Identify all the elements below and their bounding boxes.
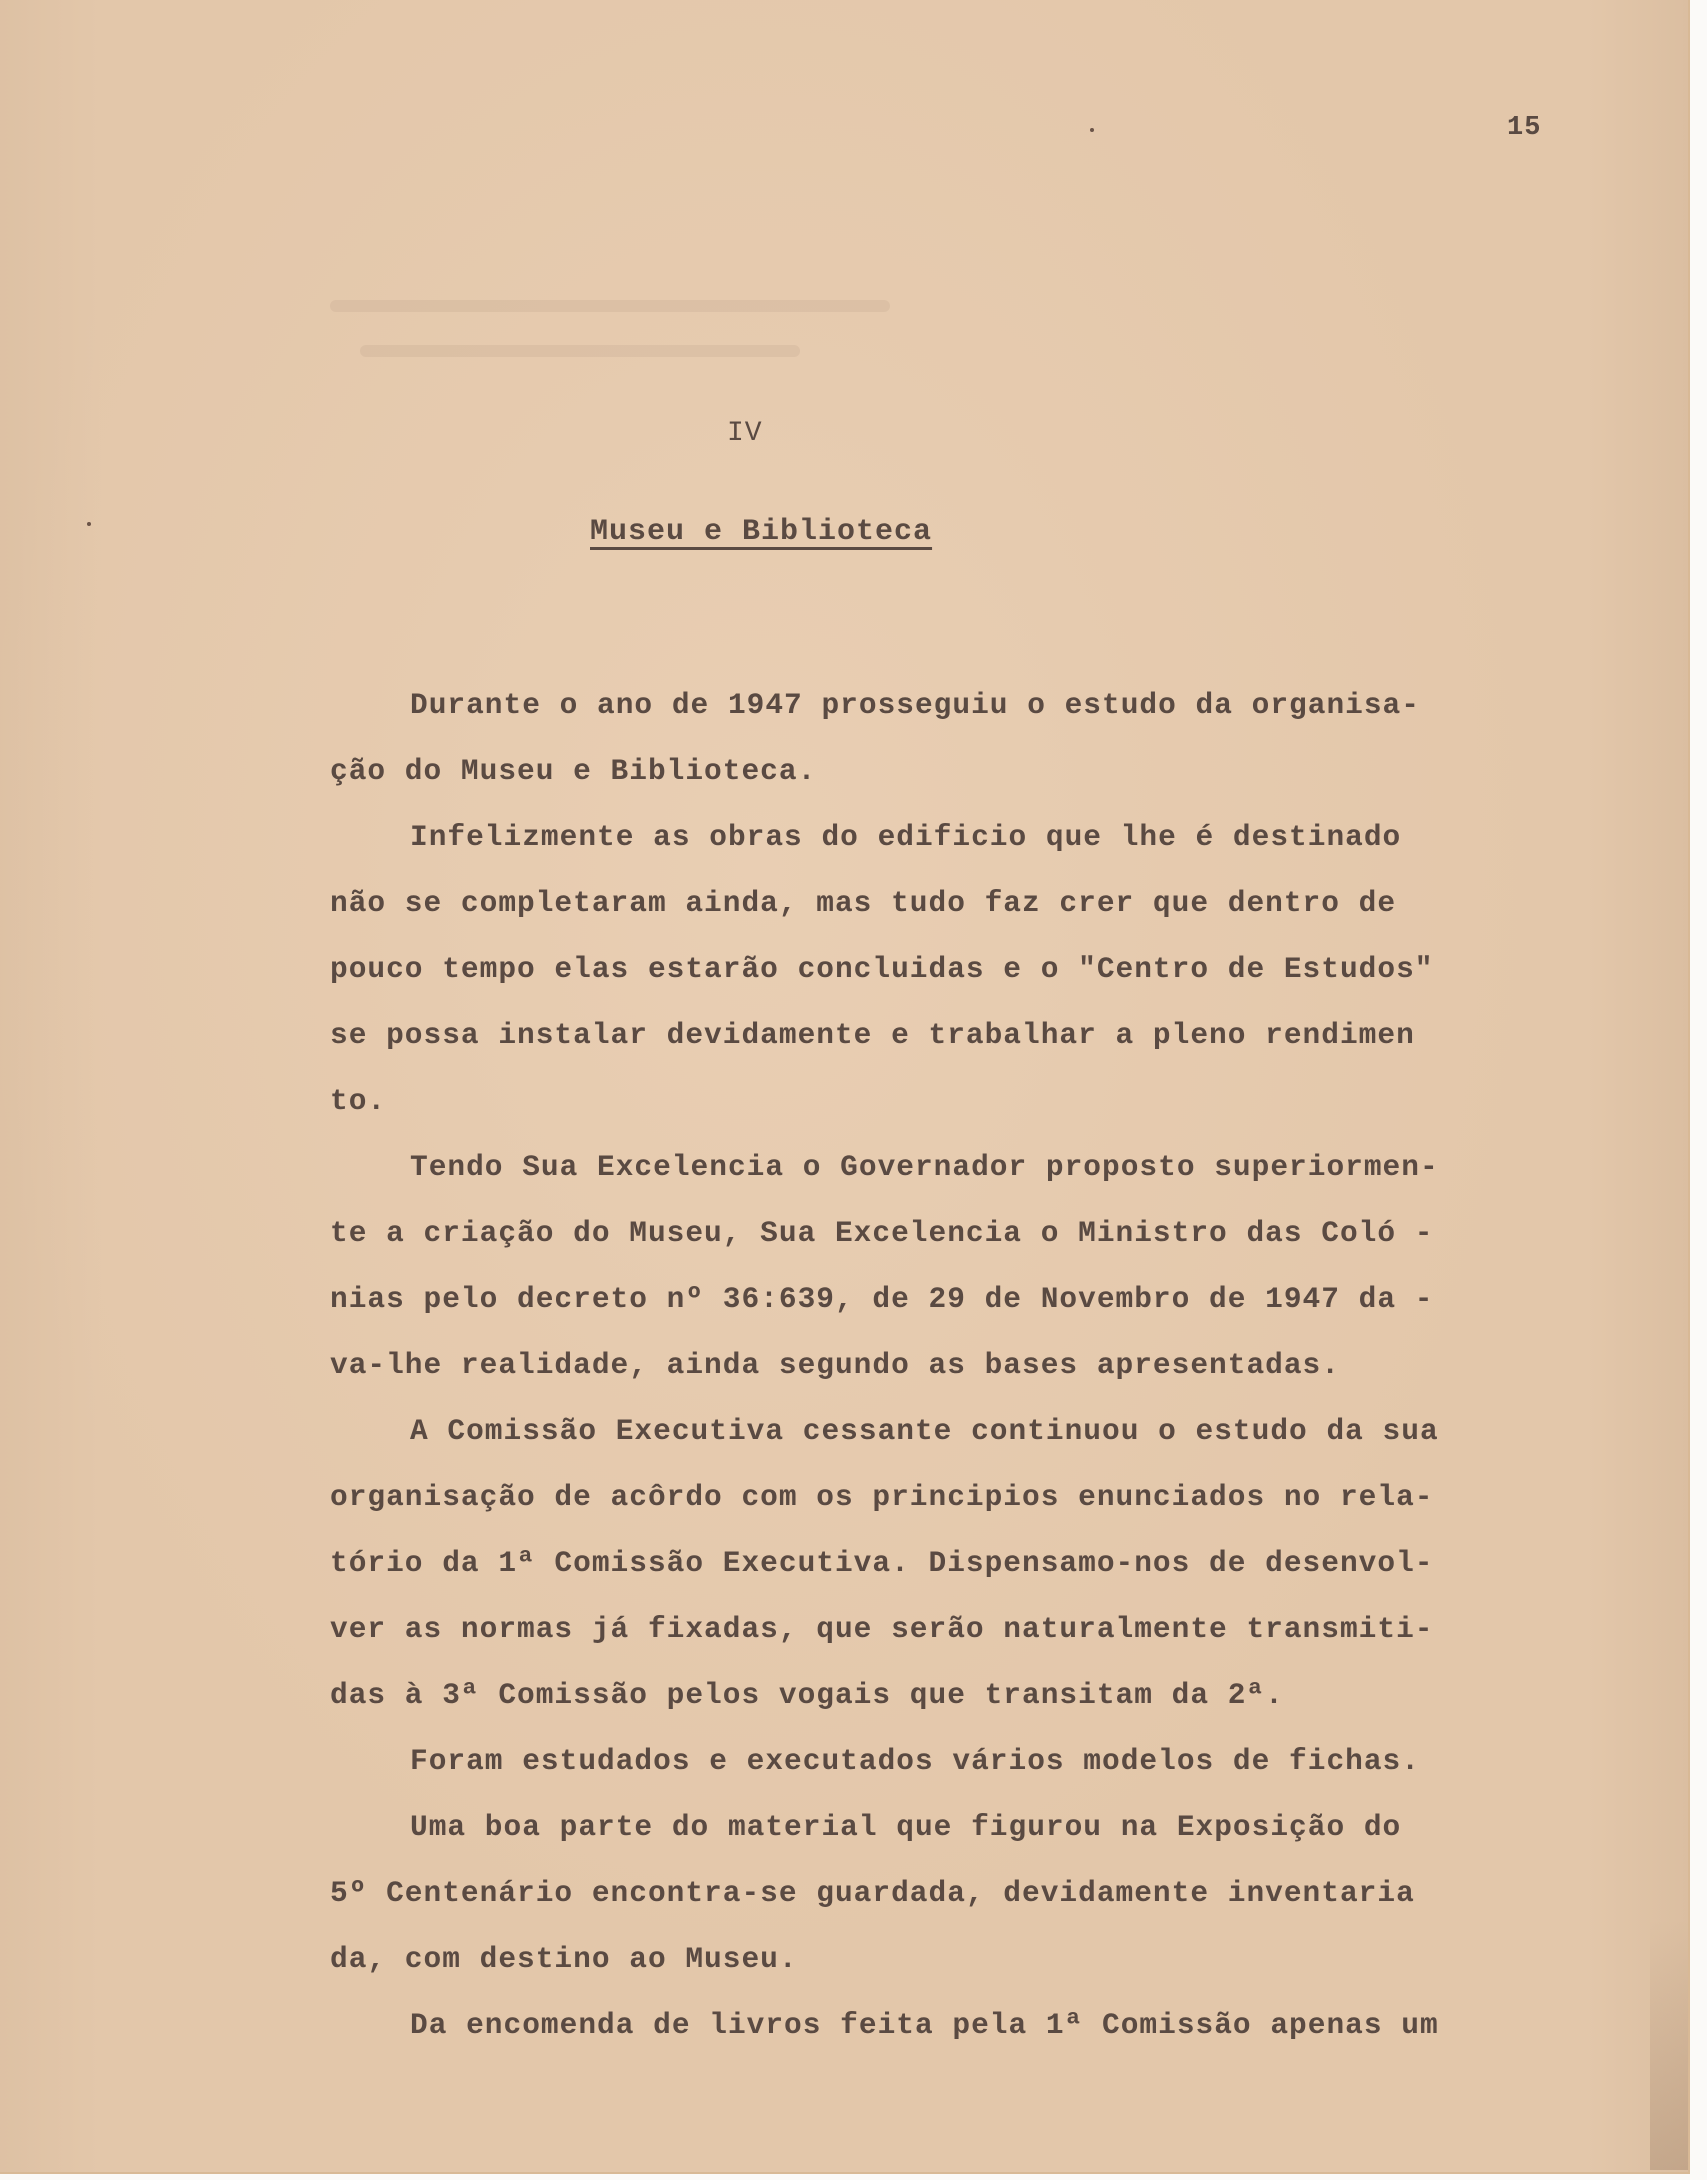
text-line: A Comissão Executiva cessante continuou o estudo da sua <box>410 1414 1439 1448</box>
text-line: 5º Centenário encontra-se guardada, devidamente inventaria <box>330 1876 1415 1910</box>
text-line: da, com destino ao Museu. <box>330 1942 798 1976</box>
text-line: ção do Museu e Biblioteca. <box>330 754 817 788</box>
bleed-through-text <box>360 345 800 357</box>
margin-mark <box>1090 128 1094 132</box>
text-line: pouco tempo elas estarão concluidas e o "Centro de Estudos" <box>330 952 1434 986</box>
text-line: va-lhe realidade, ainda segundo as bases apresentadas. <box>330 1348 1340 1382</box>
chapter-numeral: IV <box>727 418 763 449</box>
text-line: ver as normas já fixadas, que serão naturalmente transmiti- <box>330 1612 1434 1646</box>
text-line: organisação de acôrdo com os principios enunciados no rela- <box>330 1480 1434 1514</box>
text-line: nias pelo decreto nº 36:639, de 29 de Novembro de 1947 da - <box>330 1282 1434 1316</box>
page-number: 15 <box>1507 113 1542 143</box>
text-line: Foram estudados e executados vários modelos de fichas. <box>410 1744 1420 1778</box>
text-line: Tendo Sua Excelencia o Governador proposto superiormen- <box>410 1150 1439 1184</box>
text-line: não se completaram ainda, mas tudo faz crer que dentro de <box>330 886 1397 920</box>
text-line: das à 3ª Comissão pelos vogais que transitam da 2ª. <box>330 1678 1284 1712</box>
margin-mark <box>87 522 91 526</box>
text-line: se possa instalar devidamente e trabalhar a pleno rendimen <box>330 1018 1415 1052</box>
page-edge-shadow <box>1650 1920 1688 2170</box>
section-title: Museu e Biblioteca <box>590 515 933 549</box>
body-text <box>330 672 1530 2058</box>
text-line: Uma boa parte do material que figurou na Exposição do <box>410 1810 1402 1844</box>
text-line: Infelizmente as obras do edificio que lhe é destinado <box>410 820 1402 854</box>
text-line: Da encomenda de livros feita pela 1ª Comissão apenas um <box>410 2008 1439 2042</box>
text-line: to. <box>330 1084 387 1118</box>
text-line: Durante o ano de 1947 prosseguiu o estudo da organisa- <box>410 688 1420 722</box>
text-line: tório da 1ª Comissão Executiva. Dispensamo-nos de desenvol- <box>330 1546 1434 1580</box>
bleed-through-text <box>330 300 890 312</box>
text-line: te a criação do Museu, Sua Excelencia o Ministro das Coló - <box>330 1216 1434 1250</box>
